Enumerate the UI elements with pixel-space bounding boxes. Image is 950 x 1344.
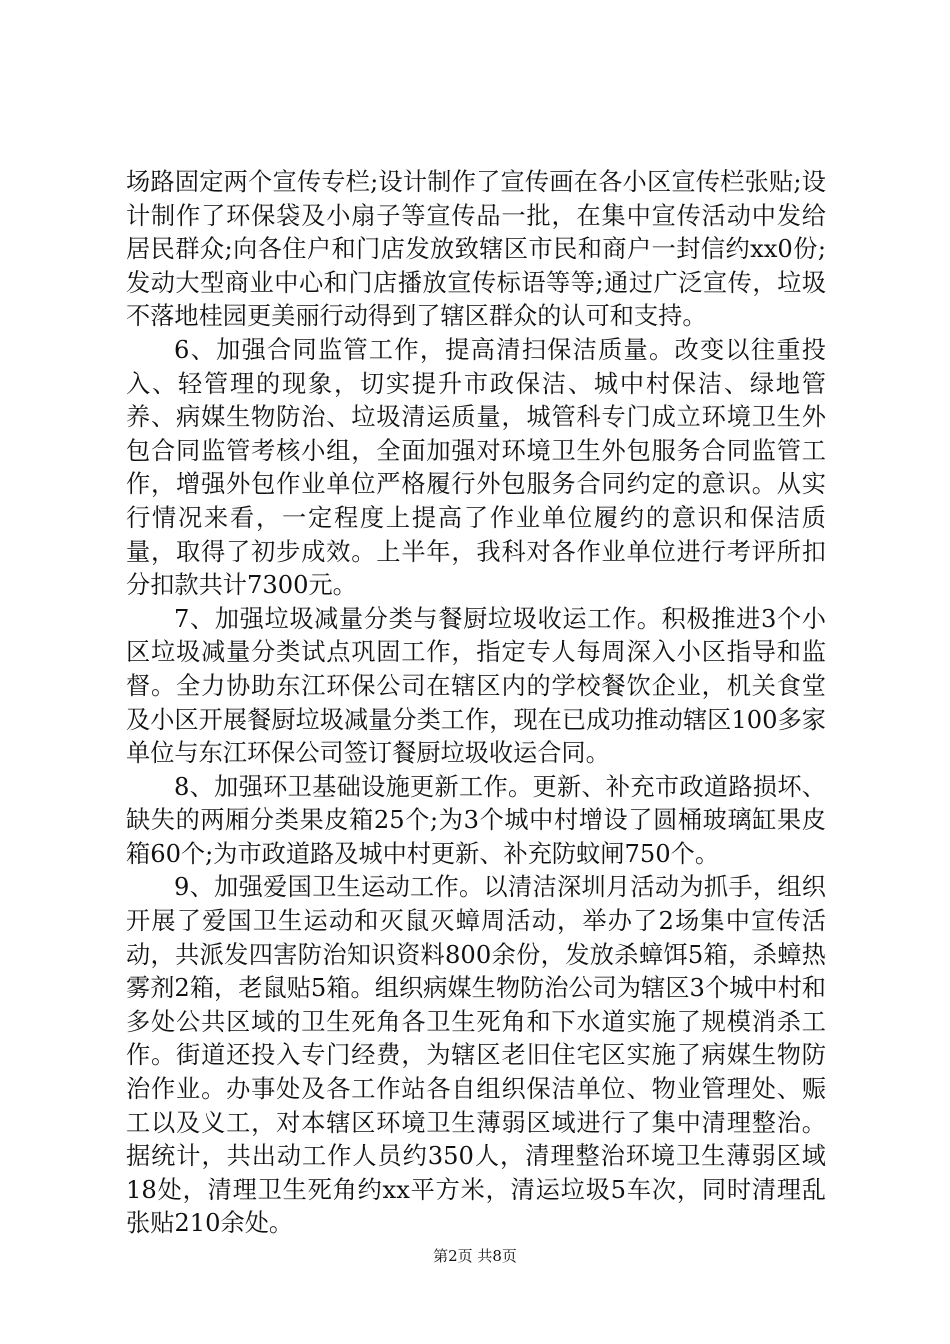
page-footer: 第2页 共8页 — [433, 1247, 517, 1265]
paragraph-item-7: 7、加强垃圾减量分类与餐厨垃圾收运工作。积极推进3个小区垃圾减量分类试点巩固工作，指定专人每周深入小区指导和监督。全力协助东江环保公司在辖区内的学校餐饮企业，机关食堂及小区开展餐厨垃圾减量分类工作，现在已成功推动辖区100多家单位与东江环保公司签订餐厨垃圾收运合同。 — [126, 604, 826, 768]
paragraph-continued: 场路固定两个宣传专栏;设计制作了宣传画在各小区宣传栏张贴;设计制作了环保袋及小扇子等宣传品一批，在集中宣传活动中发给居民群众;向各住户和门店发放致辖区市民和商户一封信约xx0份;发动大型商业中心和门店播放宣传标语等等;通过广泛宣传，垃圾不落地桂园更美丽行动得到了辖区群众的认可和支持。 — [126, 168, 826, 331]
paragraph-item-6: 6、加强合同监管工作，提高清扫保洁质量。改变以往重投入、轻管理的现象，切实提升市政保洁、城中村保洁、绿地管养、病媒生物防治、垃圾清运质量，城管科专门成立环境卫生外包合同监管考核小组，全面加强对环境卫生外包服务合同监管工作，增强外包作业单位严格履行外包服务合同约定的意识。从实行情况来看，一定程度上提高了作业单位履约的意识和保洁质量，取得了初步成效。上半年，我科对各作业单位进行考评所扣分扣款共计7300元。 — [126, 335, 826, 600]
document-body — [126, 166, 826, 1241]
paragraph-item-9: 9、加强爱国卫生运动工作。以清洁深圳月活动为抓手，组织开展了爱国卫生运动和灭鼠灭蟑周活动，举办了2场集中宣传活动，共派发四害防治知识资料800余份，发放杀蟑饵5箱，杀蟑热雾剂2箱，老鼠贴5箱。组织病媒生物防治公司为辖区3个城中村和多处公共区域的卫生死角各卫生死角和下水道实施了规模消杀工作。街道还投入专门经费，为辖区老旧住宅区实施了病媒生物防治作业。办事处及各工作站各自组织保洁单位、物业管理处、赈工以及义工，对本辖区环境卫生薄弱区域进行了集中清理整治。据统计，共出动工作人员约350人，清理整治环境卫生薄弱区域18处，清理卫生死角约xx平方米，清运垃圾5车次，同时清理乱张贴210余处。 — [126, 873, 826, 1238]
paragraph-item-8: 8、加强环卫基础设施更新工作。更新、补充市政道路损坏、缺失的两厢分类果皮箱25个;为3个城中村增设了圆桶玻璃缸果皮箱60个;为市政道路及城中村更新、补充防蚊闸750个。 — [126, 772, 826, 868]
